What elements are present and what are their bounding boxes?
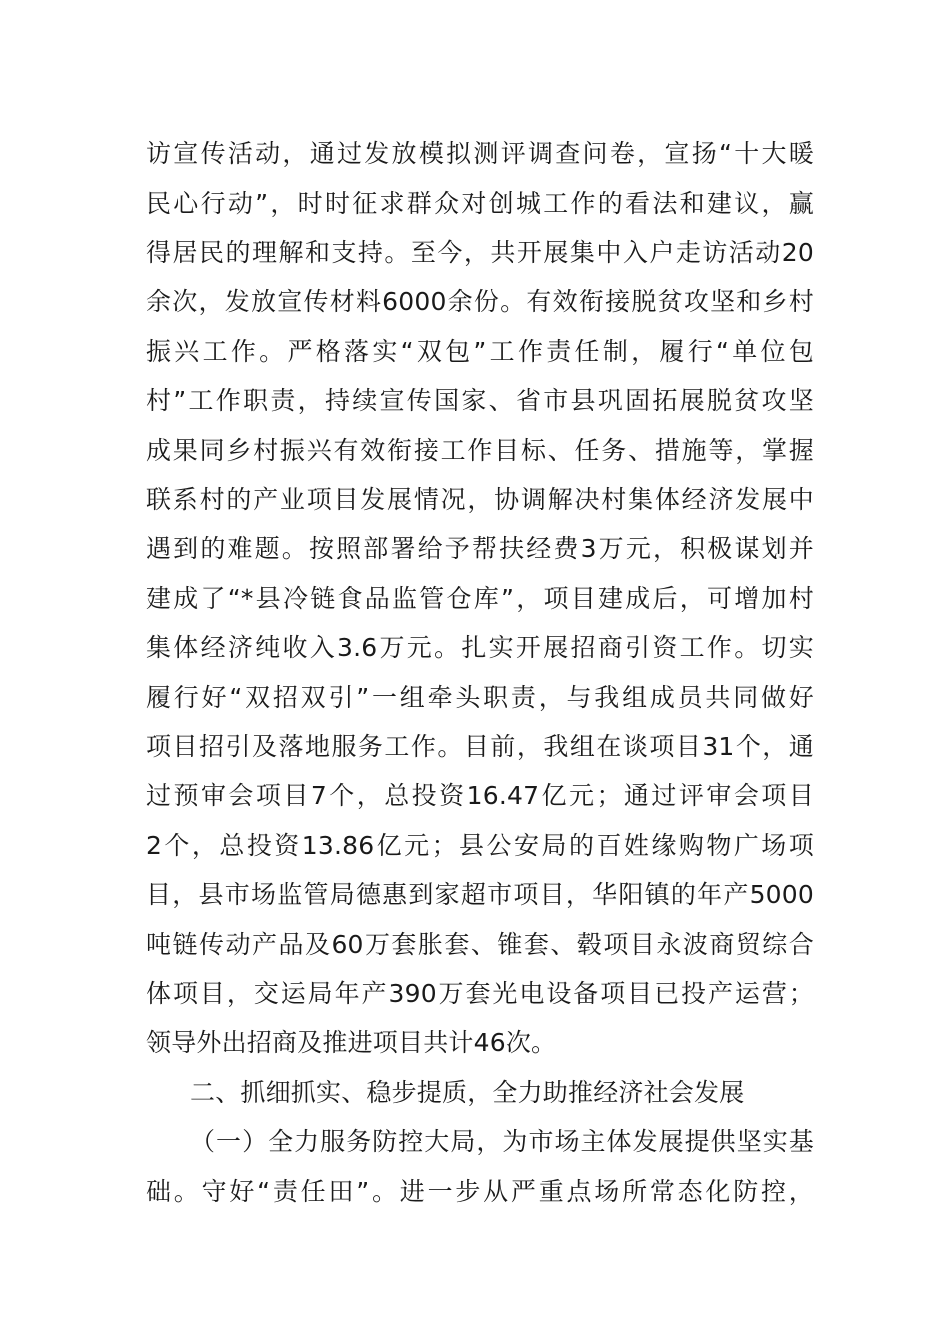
paragraph-line: 民心行动”，时时征求群众对创城工作的看法和建议，赢 (146, 189, 814, 218)
section-heading: 二、抓细抓实、稳步提质，全力助推经济社会发展 (190, 1078, 745, 1107)
paragraph-line: 成果同乡村振兴有效衔接工作目标、任务、措施等，掌握 (146, 436, 814, 465)
paragraph-line: 振兴工作。严格落实“双包”工作责任制，履行“单位包 (146, 337, 814, 366)
paragraph-line: 得居民的理解和支持。至今，共开展集中入户走访活动20 (146, 238, 814, 267)
paragraph-line: 建成了“*县冷链食品监管仓库”，项目建成后，可增加村 (146, 584, 814, 613)
paragraph-line: 集体经济纯收入3.6万元。扎实开展招商引资工作。切实 (146, 633, 814, 662)
paragraph-line: 础。守好“责任田”。进一步从严重点场所常态化防控， (146, 1177, 814, 1206)
paragraph-line: 访宣传活动，通过发放模拟测评调查问卷，宣扬“十大暖 (146, 139, 814, 168)
paragraph-line: 村”工作职责，持续宣传国家、省市县巩固拓展脱贫攻坚 (146, 386, 814, 415)
paragraph-line: 遇到的难题。按照部署给予帮扶经费3万元，积极谋划并 (146, 534, 814, 563)
paragraph-line: 余次，发放宣传材料6000余份。有效衔接脱贫攻坚和乡村 (146, 287, 814, 316)
paragraph-line: 目，县市场监管局德惠到家超市项目，华阳镇的年产5000 (146, 880, 814, 909)
paragraph-line: 2个，总投资13.86亿元；县公安局的百姓缘购物广场项 (146, 831, 814, 860)
subsection-heading-line: （一）全力服务防控大局，为市场主体发展提供坚实基 (190, 1127, 814, 1156)
paragraph-line: 联系村的产业项目发展情况，协调解决村集体经济发展中 (146, 485, 814, 514)
paragraph-line-last: 领导外出招商及推进项目共计46次。 (146, 1028, 557, 1057)
paragraph-line: 过预审会项目7个，总投资16.47亿元；通过评审会项目 (146, 781, 814, 810)
paragraph-line: 吨链传动产品及60万套胀套、锥套、毂项目永波商贸综合 (146, 930, 814, 959)
paragraph-line: 项目招引及落地服务工作。目前，我组在谈项目31个，通 (146, 732, 814, 761)
paragraph-line: 履行好“双招双引”一组牵头职责，与我组成员共同做好 (146, 683, 814, 712)
paragraph-line: 体项目，交运局年产390万套光电设备项目已投产运营； (146, 979, 814, 1008)
